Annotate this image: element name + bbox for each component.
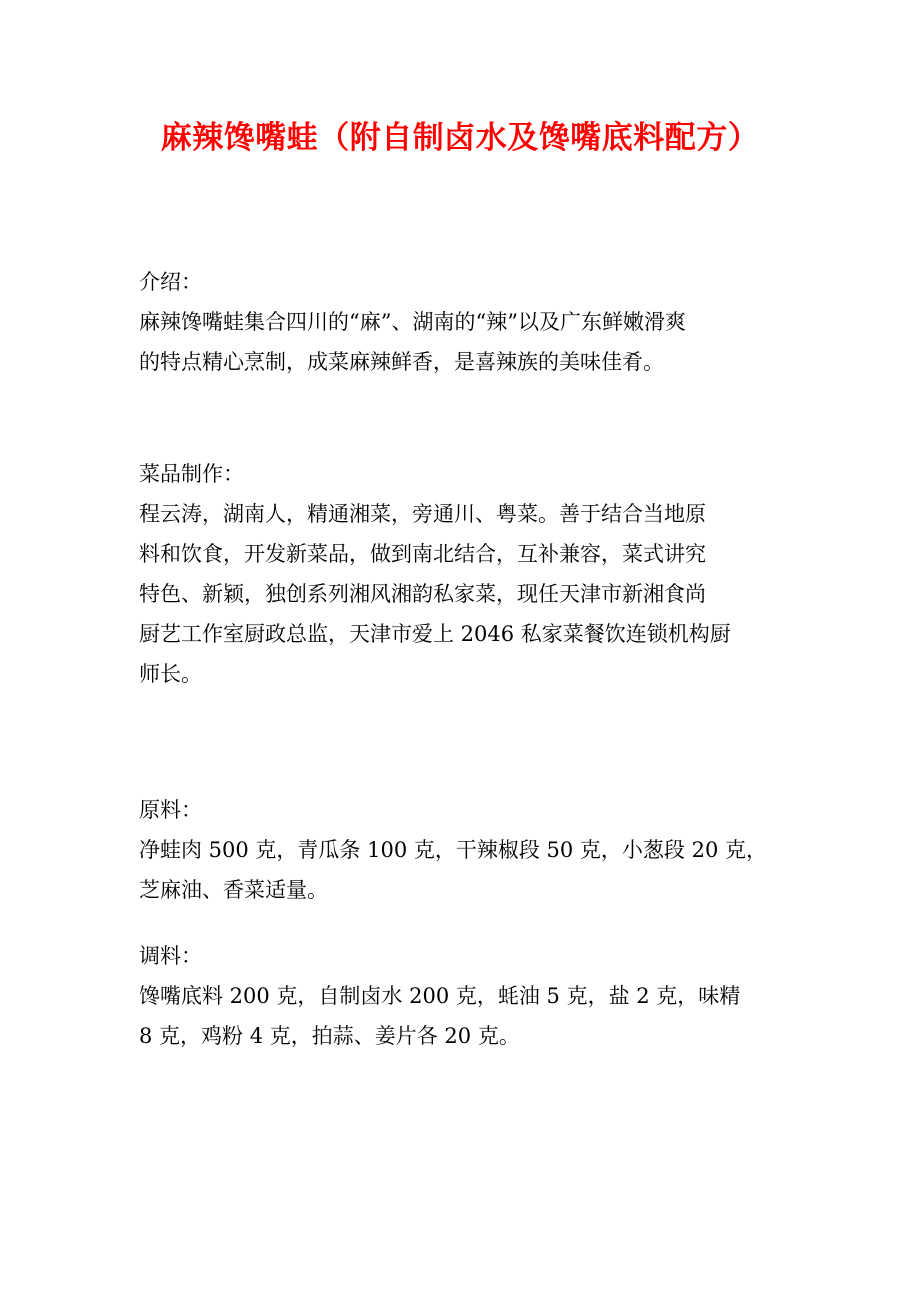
seasoning-section (139, 936, 789, 1056)
seasoning-line: 馋嘴底料 200 克，自制卤水 200 克，蚝油 5 克，盐 2 克，味精 (139, 984, 741, 1008)
chef-line: 特色、新颖，独创系列湘风湘韵私家菜，现任天津市新湘食尚 (139, 582, 706, 606)
intro-line: 麻辣馋嘴蛙集合四川的“麻”、湖南的“辣”以及广东鲜嫩滑爽 (139, 310, 686, 334)
chef-line: 料和饮食，开发新菜品，做到南北结合，互补兼容，菜式讲究 (139, 542, 706, 566)
ingredients-line: 净蛙肉 500 克，青瓜条 100 克，干辣椒段 50 克，小葱段 20 克， (139, 838, 768, 862)
page-title: 麻辣馋嘴蛙（附自制卤水及馋嘴底料配方） (160, 120, 760, 156)
ingredients-heading: 原料： (139, 798, 202, 822)
ingredients-section (139, 790, 789, 910)
intro-line: 的特点精心烹制，成菜麻辣鲜香，是喜辣族的美味佳肴。 (139, 350, 664, 374)
chef-line: 厨艺工作室厨政总监，天津市爱上 2046 私家菜餐饮连锁机构厨 (139, 622, 731, 646)
chef-heading: 菜品制作： (139, 462, 244, 486)
chef-section (139, 454, 789, 694)
intro-heading: 介绍： (139, 270, 202, 294)
seasoning-line: 8 克，鸡粉 4 克，拍蒜、姜片各 20 克。 (139, 1024, 520, 1048)
intro-section (139, 262, 789, 382)
chef-line: 师长。 (139, 662, 202, 686)
chef-line: 程云涛，湖南人，精通湘菜，旁通川、粤菜。善于结合当地原 (139, 502, 706, 526)
seasoning-heading: 调料： (139, 944, 202, 968)
ingredients-line: 芝麻油、香菜适量。 (139, 878, 328, 902)
